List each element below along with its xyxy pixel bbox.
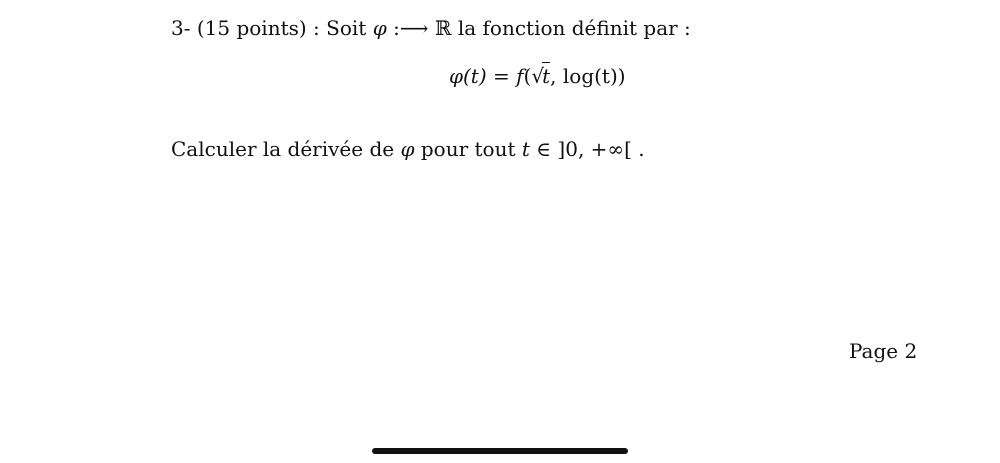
formula-separator: , <box>550 64 557 88</box>
sqrt-sign: √ <box>531 64 545 88</box>
formula-function: f <box>516 64 524 88</box>
formula-lhs: φ(t) <box>449 64 487 88</box>
phi-symbol: φ <box>372 16 387 40</box>
question-statement <box>171 16 691 40</box>
instruction-text: Calculer la dérivée de <box>171 137 395 161</box>
question-intro: : Soit <box>313 16 367 40</box>
question-number: 3- <box>171 16 191 40</box>
instruction-for-all: pour tout <box>420 137 516 161</box>
instruction-variable: t <box>521 137 530 161</box>
formula-open-paren: ( <box>523 64 532 88</box>
instruction-statement <box>171 137 645 161</box>
reals-symbol: ℝ <box>434 16 452 40</box>
question-points: (15 points) <box>196 16 307 40</box>
home-indicator-bar[interactable] <box>372 448 628 454</box>
square-root <box>531 64 550 88</box>
definition-text: la fonction définit par : <box>457 16 691 40</box>
page-number: Page 2 <box>849 339 918 363</box>
sqrt-argument: t <box>542 64 551 88</box>
mapping-arrow: :⟶ <box>393 16 429 40</box>
formula-close-paren: ) <box>617 64 626 88</box>
interval: ]0, +∞[ <box>557 137 632 161</box>
instruction-phi: φ <box>400 137 415 161</box>
instruction-period: . <box>638 137 645 161</box>
element-of-symbol: ∈ <box>536 137 552 161</box>
formula-log: log(t) <box>562 64 618 88</box>
formula-equals: = <box>493 64 510 88</box>
display-formula <box>449 64 626 88</box>
